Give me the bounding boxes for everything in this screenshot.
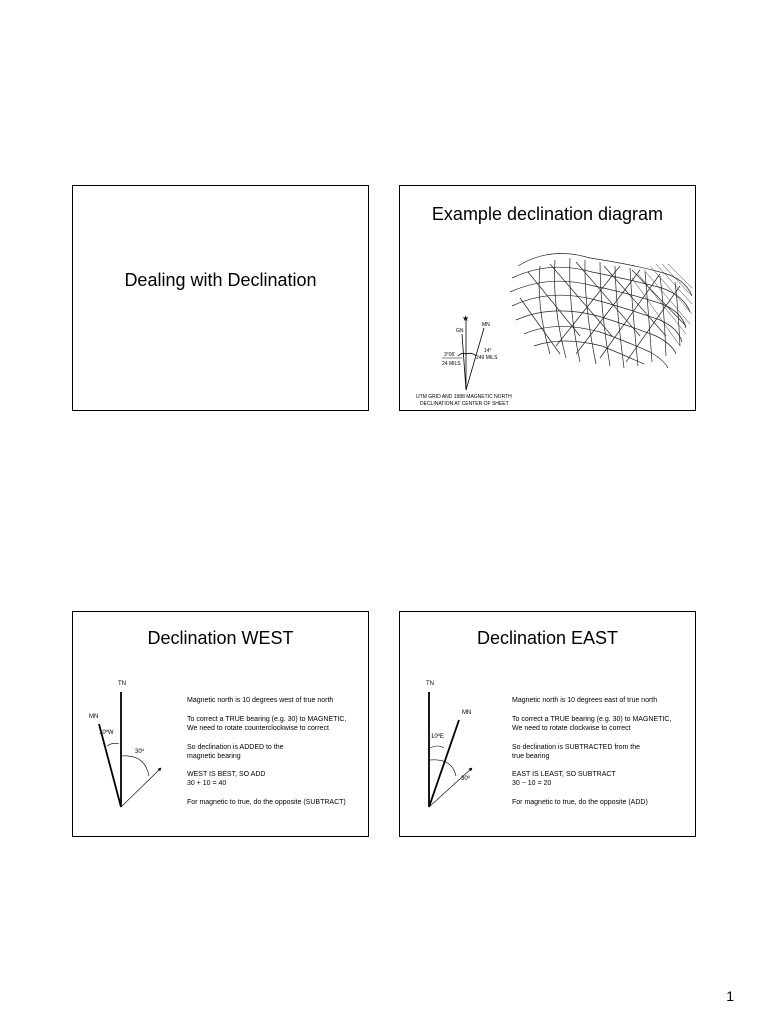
slide-title: Example declination diagram [431,204,664,224]
text-line-1: Magnetic north is 10 degrees west of true north [187,697,334,704]
page-number: 1 [726,988,734,1004]
slide-example-declination-diagram [399,185,696,411]
tn-label: TN [426,681,434,687]
diagram-caption-line1: UTM GRID AND 1988 MAGNETIC NORTH [416,394,512,400]
slide-declination-east [399,611,696,837]
diagram-caption-line2: DECLINATION AT CENTER OF SHEET [420,401,509,407]
bearing-line [121,768,161,807]
text-line-1: Magnetic north is 10 degrees east of true north [512,697,658,704]
text-line-2: To correct a TRUE bearing (e.g. 30) to MAGNETIC, We need to rotate clockwise to correct [512,716,672,732]
mag-mils-label: 249 MILS [476,355,498,361]
text-line-3: So declination is ADDED to the magnetic bearing [187,744,284,760]
declination-label: 10ºE [431,734,444,740]
bearing-label: 30º [461,776,470,782]
mag-angle-label: 14° [484,348,492,354]
declination-west-diagram [73,672,193,832]
text-line-5: For magnetic to true, do the opposite (ADD) [512,799,648,806]
grid-angle-label: 3°06' [444,352,456,358]
text-line-4: WEST IS BEST, SO ADD 30 + 10 = 40 [187,771,266,787]
slide-declination-west [72,611,369,837]
map-grid [510,254,692,369]
text-line-4: EAST IS LEAST, SO SUBTRACT 30 − 10 = 20 [512,771,616,787]
tn-label: TN [118,681,126,687]
slide-dealing-with-declination [72,185,369,411]
declination-label: 10ºW [99,730,114,736]
mn-label: MN [89,714,99,720]
map-dense-lines [632,264,692,346]
text-line-3: So declination is SUBTRACTED from the true bearing [512,744,640,760]
declination-arc [430,746,444,748]
slide-title: Declination EAST [476,628,619,648]
slide-title: Dealing with Declination [124,270,317,290]
grid-mils-label: 24 MILS [442,361,461,367]
text-line-2: To correct a TRUE bearing (e.g. 30) to MAGNETIC, We need to rotate counterclockwise to correct [187,716,347,732]
bearing-arc [121,756,149,776]
magnetic-north-line [99,724,121,807]
declination-star: ★ [462,314,470,323]
text-line-5: For magnetic to true, do the opposite (SUBTRACT) [187,799,346,806]
mn-label: MN [462,710,472,716]
declination-east-diagram [400,672,520,832]
slide-title: Declination WEST [147,628,294,648]
mn-label: MN [482,322,490,328]
bearing-label: 30º [135,749,144,755]
gn-label: GN [456,328,464,334]
declination-arc [107,743,119,746]
declination-map-diagram [400,186,697,412]
